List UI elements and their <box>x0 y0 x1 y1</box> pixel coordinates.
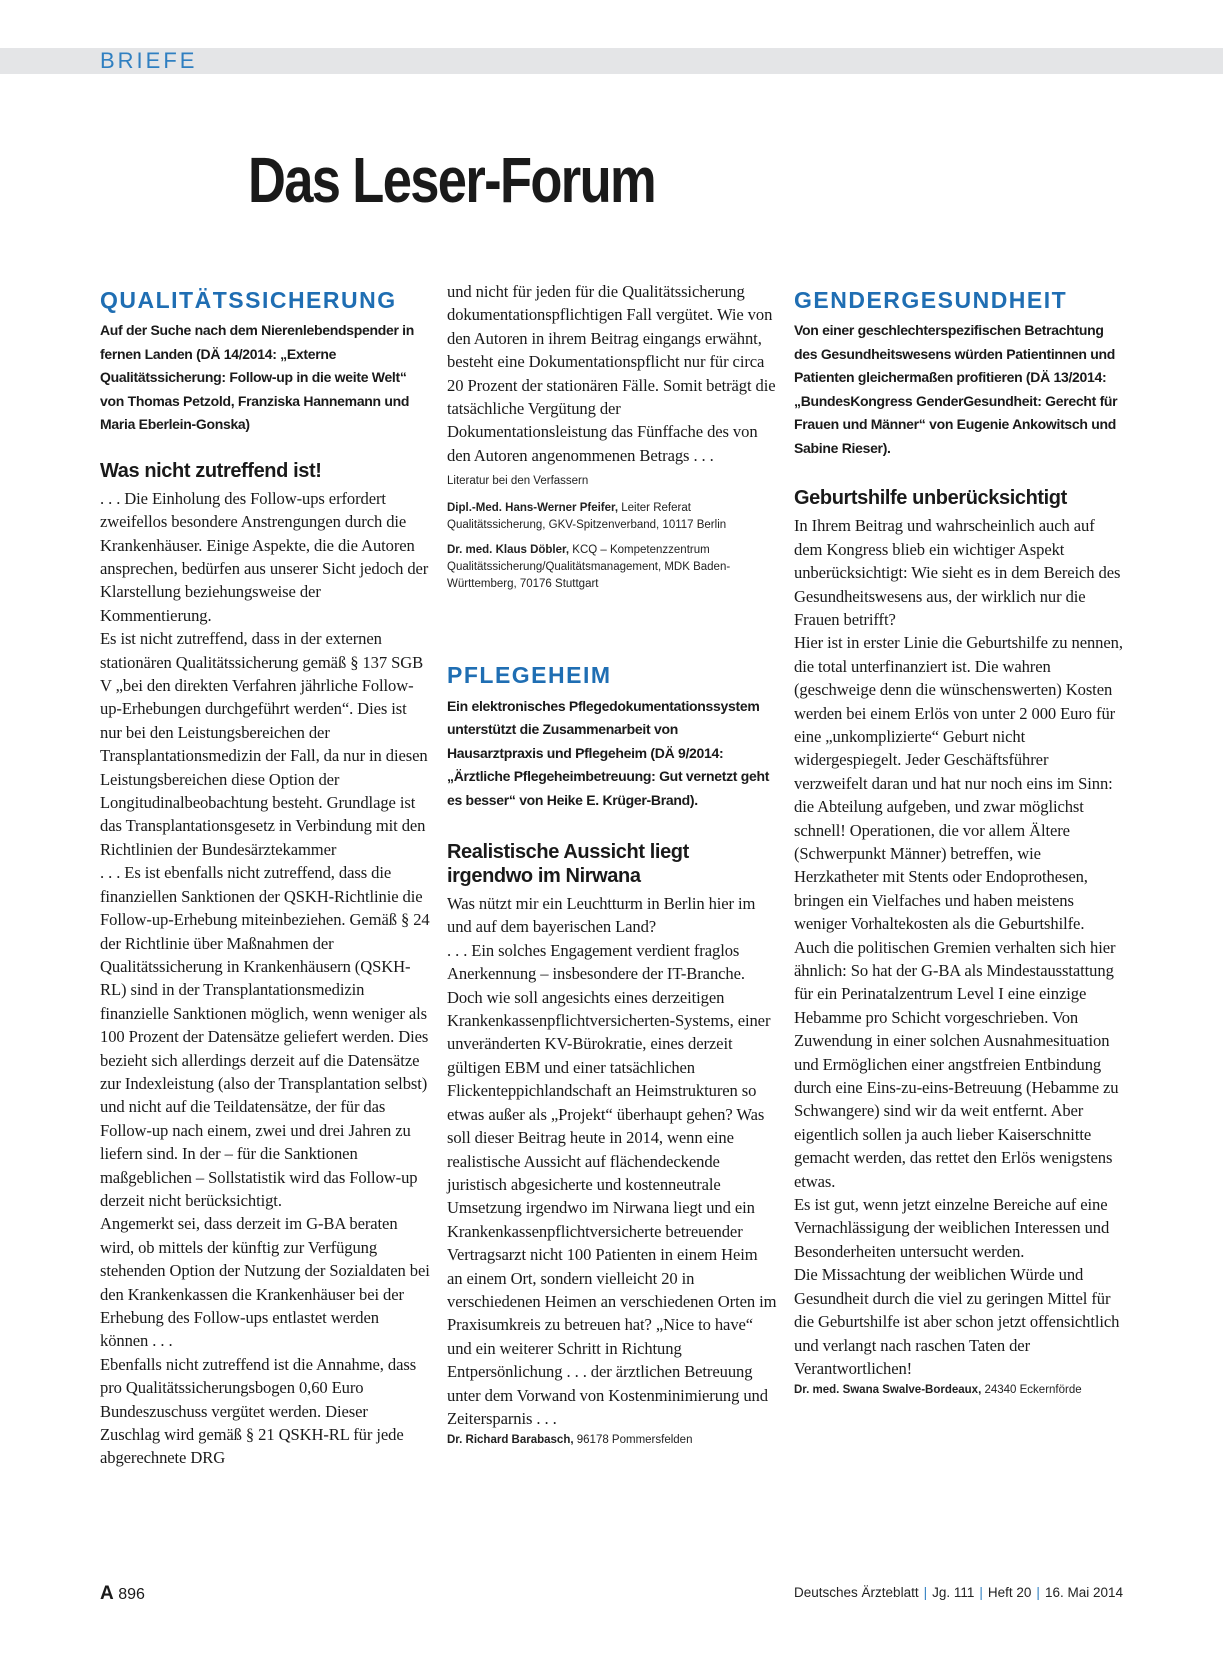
page-number-value: 896 <box>118 1586 145 1603</box>
letter-body-continued: und nicht für jeden für die Qualitätssicherung dokumentationspflichtigen Fall vergütet. Wie von den Autoren in ihrem Beitrag eingangs erwähnt, besteht eine Dokumentationspflicht nur für circa 20 Prozent der stationären Fälle. Somit beträgt die tatsächliche Vergütung der Dokumentationsleistung das Fünffache des von den Autoren angenommenen Betrags . . . <box>447 282 776 465</box>
column-1 <box>100 288 430 1470</box>
separator: | <box>923 1585 928 1600</box>
letter-body: . . . Die Einholung des Follow-ups erfordert zweifellos besondere Anstrengungen durch die Krankenhäuser. Einige Aspekte, die die Autoren ansprechen, bedürfen aus unserer Sicht jedoch der Klarstellung beziehungsweise der Kommentierung. Es ist nicht zutreffend, dass in der externen stationären Qualitätssicherung gemäß § 137 SGB V „bei den direkten Verfahren jährliche Follow-up-Erhebungen durchgeführt werden“. Dies ist nur bei den Leistungsbereichen der Transplantationsmedizin der Fall, da nur in diesen Leistungsbereichen diese Option der Longitudinalbeobachtung besteht. Grundlage ist das Transplantationsgesetz in Verbindung mit den Richtlinien der Bundesärztekammer . . . Es ist ebenfalls nicht zutreffend, dass die finanziellen Sanktionen der QSKH-Richtlinie die Follow-up-Erhebung miteinbeziehen. Gemäß § 24 der Richtlinie über Maßnahmen der Qualitätssicherung in Krankenhäusern (QSKH-RL) sind in der Transplantationsmedizin finanzielle Sanktionen möglich, wenn weniger als 100 Prozent der Datensätze geliefert werden. Dies bezieht sich allerdings derzeit auf die Datensätze zur Indexleistung (also der Transplantation selbst) und nicht auf die Teildatensätze, der für das Follow-up nach einem, zwei und drei Jahren zu liefern sind. In der – für die Sanktionen maßgeblichen – Sollstatistik wird das Follow-up derzeit nicht berücksichtigt. Angemerkt sei, dass derzeit im G-BA beraten wird, ob mittels der künftig zur Verfügung stehenden Option der Nutzung der Sozialdaten bei den Krankenkassen die Krankenhäuser bei der Erhebung des Follow-ups entlastet werden können . . . Ebenfalls nicht zutreffend ist die Annahme, dass pro Qualitätssicherungsbogen 0,60 Euro Bundeszuschuss vergütet werden. Dieser Zuschlag wird gemäß § 21 QSKH-RL für jede abgerechnete DRG <box>100 488 430 1468</box>
topic-heading-gender-health: GENDERGESUNDHEIT <box>794 287 1068 313</box>
author-name: Dr. med. Klaus Döbler, <box>447 544 570 557</box>
author-signature <box>447 1432 777 1449</box>
author-signature <box>447 500 777 534</box>
journal-info <box>794 1585 1123 1600</box>
letter-headline: Geburtshilfe unberücksichtigt <box>794 487 1067 510</box>
separator: | <box>1036 1585 1040 1600</box>
journal-name: Deutsches Ärzteblatt <box>794 1585 919 1600</box>
journal-volume: Jg. 111 <box>932 1585 975 1600</box>
journal-issue: Heft 20 <box>987 1585 1032 1600</box>
page-title: Das Leser-Forum <box>248 144 656 216</box>
author-affiliation: 24340 Eckernförde <box>981 1384 1082 1397</box>
column-2 <box>447 280 777 1449</box>
topic-heading-quality: QUALITÄTSSICHERUNG <box>100 287 397 313</box>
author-affiliation: KCQ – Kompetenzzentrum Qualitätssicherung/Qualitätsmanagement, MDK Baden-Württemberg, 70176 Stuttgart <box>447 544 731 591</box>
page-number <box>100 1583 145 1605</box>
section-label: BRIEFE <box>100 48 198 73</box>
article-intro: Ein elektronisches Pflegedokumentationssystem unterstützt die Zusammenarbeit von Hausarztpraxis und Pflegeheim (DÄ 9/2014: „Ärztliche Pflegeheimbetreuung: Gut vernetzt geht es besser“ von Heike E. Krüger-Brand). <box>447 697 770 808</box>
page-letter: A <box>100 1583 114 1604</box>
author-name: Dr. Richard Barabasch, <box>447 1434 574 1447</box>
literature-note: Literatur bei den Verfassern <box>447 475 589 488</box>
article-intro: Von einer geschlechterspezifischen Betrachtung des Gesundheitswesens würden Patientinnen und Patienten gleichermaßen profitieren (DÄ 13/2014: „BundesKongress GenderGesundheit: Gerecht für Frauen und Männer“ von Eugenie Ankowitsch und Sabine Rieser). <box>794 322 1118 456</box>
letter-body: In Ihrem Beitrag und wahrscheinlich auch auf dem Kongress blieb ein wichtiger Aspekt unberücksichtigt: Wie sieht es in dem Bereich des Gesundheitswesens aus, der wirklich nur die Frauen betrifft? Hier ist in erster Linie die Geburtshilfe zu nennen, die total unterfinanziert ist. Die wahren (geschweige denn die wünschenswerten) Kosten werden bei einem Erlös von unter 2 000 Euro für eine „unkomplizierte“ Geburt nicht widergespiegelt. Jeder Geschäftsführer verzweifelt daran und hat nur noch eins im Sinn: die Abteilung aufgeben, und zwar möglichst schnell! Operationen, die vor allem Ältere (Schwerpunkt Männer) betreffen, wie Herzkatheter mit Stents oder Endoprothesen, bringen ein Vielfaches und haben meistens weniger Vorhaltekosten als die Geburtshilfe. Auch die politischen Gremien verhalten sich hier ähnlich: So hat der G-BA als Mindestausstattung für ein Perinatalzentrum Level I eine einzige Hebamme pro Schicht vorgeschrieben. Von Zuwendung in einer solchen Ausnahmesituation und Ermöglichen einer angstfreien Entbindung durch eine Eins-zu-eins-Betreuung (Hebamme zu Schwangere) sind wir da weit entfernt. Aber eigentlich sollen ja auch lieber Kaiserschnitte gemacht werden, das rettet den Erlös wenigstens etwas. Es ist gut, wenn jetzt einzelne Bereiche auf eine Vernachlässigung der weiblichen Interessen und Besonderheiten untersucht werden. Die Missachtung der weiblichen Würde und Gesundheit durch die viel zu geringen Mittel für die Geburtshilfe ist aber schon jetzt offensichtlich und verlangt nach raschen Taten der Verantwortlichen! <box>794 516 1123 1378</box>
article-intro: Auf der Suche nach dem Nierenlebendspender in fernen Landen (DÄ 14/2014: „Externe Qualitätssicherung: Follow-up in die weite Welt“ von Thomas Petzold, Franziska Hannemann und Maria Eberlein-Gonska) <box>100 322 415 433</box>
author-signature <box>447 542 777 593</box>
column-3 <box>794 288 1124 1399</box>
author-affiliation: Leiter Referat Qualitätssicherung, GKV-Spitzenverband, 10117 Berlin <box>447 502 727 532</box>
letter-headline: Realistische Aussicht liegt irgendwo im Nirwana <box>447 841 689 888</box>
topic-heading-care-home: PFLEGEHEIM <box>447 662 612 689</box>
author-signature <box>794 1382 1124 1399</box>
letter-body: Was nützt mir ein Leuchtturm in Berlin hier im und auf dem bayerischen Land? . . . Ein solches Engagement verdient fraglos Anerkennung – insbesondere der IT-Branche. Doch wie soll angesichts eines derzeitigen Krankenkassenpflichtversicherten-Systems, einer unveränderten KV-Bürokratie, eines derzeit gültigen EBM und einer tatsächlichen Flickenteppichlandschaft an Heimstrukturen so etwas außer als „Projekt“ überhaupt gehen? Was soll dieser Beitrag heute in 2014, wenn eine realistische Aussicht auf flächendeckende juristisch abgesicherte und kostenneutrale Umsetzung irgendwo im Nirwana liegt und ein Krankenkassenpflichtversicherte betreuender Vertragsarzt nicht 100 Patienten in einem Heim an einem Ort, sondern vielleicht 20 in verschiedenen Heimen an verschiedenen Orten im Praxisumkreis zu betreuen hat? „Nice to have“ und ein weiterer Schritt in Richtung Entpersönlichung . . . der ärztlichen Betreuung unter dem Vorwand von Kostenminimierung und Zeitersparnis . . . <box>447 894 777 1428</box>
journal-date: 16. Mai 2014 <box>1044 1585 1123 1600</box>
separator: | <box>979 1585 983 1600</box>
letter-headline: Was nicht zutreffend ist! <box>100 459 322 482</box>
author-name: Dr. med. Swana Swalve-Bordeaux, <box>794 1384 982 1397</box>
author-name: Dipl.-Med. Hans-Werner Pfeifer, <box>447 502 619 515</box>
author-affiliation: 96178 Pommersfelden <box>573 1434 693 1447</box>
